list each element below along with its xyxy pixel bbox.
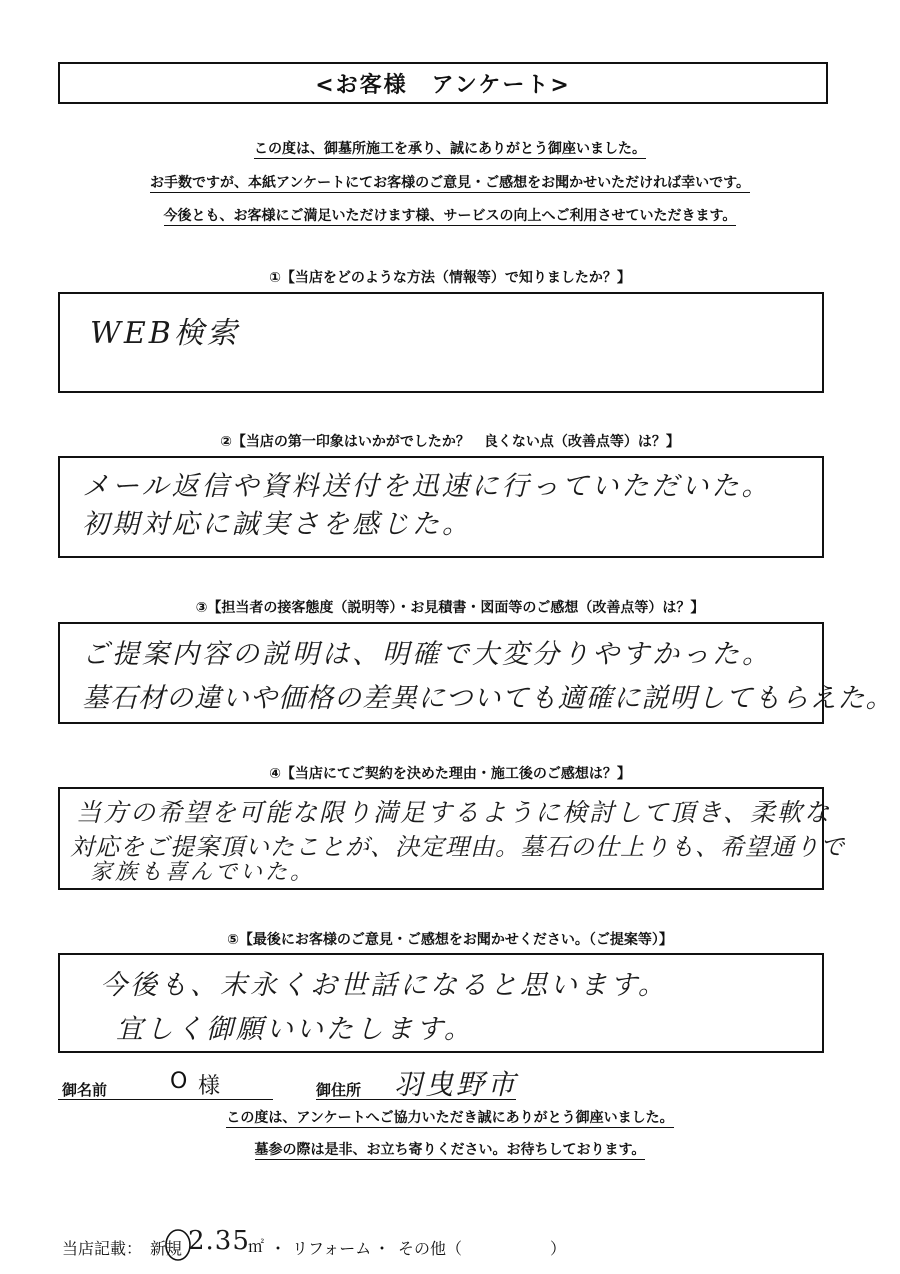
record-unit: ㎡ (248, 1237, 265, 1256)
customer-name-value: O (170, 1069, 188, 1094)
question-5-label: ⑤【最後にお客様のご意見・ご感想をお聞かせください。（ご提案等）】 (227, 932, 673, 948)
question-4-answer-line-1: 当方の希望を可能な限り満足するように検討して頂き、柔軟な (76, 798, 832, 827)
question-1-answer-box (58, 292, 824, 393)
question-2-answer-line-2: 初期対応に誠実さを感じた。 (82, 509, 472, 540)
record-reform: リフォーム (292, 1239, 372, 1258)
intro-text-1: この度は、御墓所施工を承り、誠にありがとう御座いました。 (254, 141, 646, 157)
question-3-answer-line-2: 墓石材の違いや価格の差異についても適確に説明してもらえた。 (82, 683, 894, 714)
record-separator-1: ・ (270, 1239, 287, 1258)
question-2-answer-box (58, 456, 824, 558)
customer-address-field (316, 1068, 519, 1101)
record-paren-open: （ (446, 1239, 463, 1258)
customer-name-label: 御名前 (62, 1081, 108, 1099)
question-4-answer-line-3: 家族も喜んでいた。 (90, 860, 316, 885)
record-paren-close: ） (550, 1239, 567, 1258)
intro-text-3: 今後とも、お客様にご満足いただけます様、サービスの向上へご利用させていただきます。 (163, 208, 737, 224)
intro-line-2 (0, 172, 900, 192)
question-3-label: ③【担当者の接客態度（説明等）・お見積書・図面等のご感想（改善点等）は？】 (195, 600, 705, 616)
record-size: 2.35 (188, 1226, 250, 1256)
footer-text-2: 墓参の際は是非、お立ち寄りください。お待ちしております。 (254, 1142, 646, 1158)
question-3-answer-line-1: ご提案内容の説明は、明確で大変分りやすかった。 (82, 639, 772, 670)
question-4-answer-box (58, 787, 845, 890)
customer-address-label: 御住所 (316, 1081, 362, 1099)
question-4-label: ④【当店にてご契約を決めた理由・施工後のご感想は？】 (269, 766, 631, 782)
footer-text-1: この度は、アンケートへご協力いただき誠にありがとう御座いました。 (226, 1110, 674, 1126)
customer-address-value: 羽曳野市 (394, 1068, 519, 1101)
intro-line-3 (0, 205, 900, 225)
question-5-answer-line-2: 宜しく御願いいたします。 (116, 1014, 474, 1045)
intro-text-2: お手数ですが、本紙アンケートにてお客様のご意見・ご感想をお聞かせいただければ幸いです。 (149, 175, 751, 191)
intro-line-1 (0, 138, 900, 158)
question-1-answer-line-1: WEB検索 (90, 316, 240, 351)
customer-name-field (58, 1069, 273, 1100)
record-separator-2: ・ (374, 1239, 391, 1258)
record-label: 当店記載： (62, 1239, 143, 1258)
question-2-answer-line-1: メール返信や資料送付を迅速に行っていただいた。 (82, 471, 772, 502)
record-other: その他 (398, 1239, 447, 1258)
question-5-answer-line-1: 今後も、末永くお世話になると思います。 (100, 970, 668, 1001)
question-3-answer-box (58, 622, 894, 724)
survey-title: <お客様 アンケート> (58, 62, 828, 104)
record-new: 新規 (150, 1239, 183, 1258)
question-4-answer-line-2: 対応をご提案頂いたことが、決定理由。墓石の仕上りも、希望通りで (70, 833, 845, 861)
store-record-row (62, 1226, 622, 1262)
footer-line-2 (0, 1139, 900, 1159)
question-2-label: ②【当店の第一印象はいかがでしたか？ 良くない点（改善点等）は？】 (220, 434, 680, 450)
customer-honorific: 様 (198, 1074, 221, 1099)
question-5-answer-box (58, 953, 824, 1053)
footer-line-1 (0, 1107, 900, 1127)
question-1-label: ①【当店をどのような方法（情報等）で知りましたか？】 (269, 270, 631, 286)
